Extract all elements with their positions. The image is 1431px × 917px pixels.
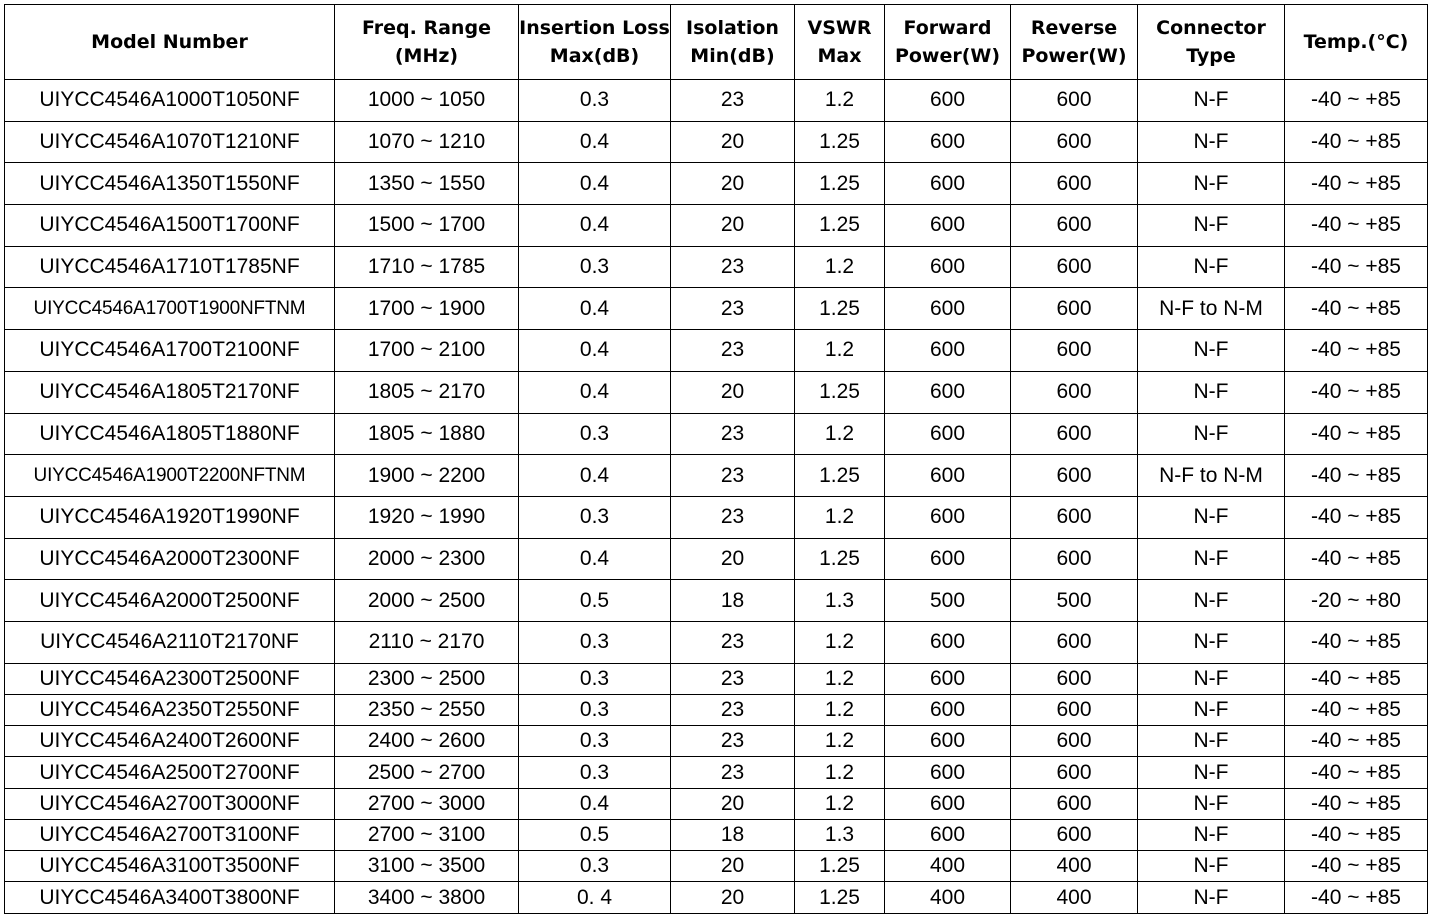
cell-vswr: 1.2 [795, 246, 885, 288]
cell-temperature: -20 ~ +80 [1285, 580, 1428, 622]
table-row [5, 330, 1428, 372]
cell-freq-range: 2500 ~ 2700 [335, 757, 519, 788]
cell-model-number: UIYCC4546A2110T2170NF [5, 621, 335, 663]
cell-insertion-loss: 0.4 [519, 121, 671, 163]
spec-table [4, 4, 1428, 914]
cell-vswr: 1.2 [795, 694, 885, 725]
cell-temperature: -40 ~ +85 [1285, 726, 1428, 757]
header-isolation: Isolation Min(dB) [671, 5, 795, 80]
cell-isolation: 20 [671, 163, 795, 205]
cell-temperature: -40 ~ +85 [1285, 121, 1428, 163]
cell-freq-range: 1500 ~ 1700 [335, 205, 519, 247]
cell-temperature: -40 ~ +85 [1285, 851, 1428, 882]
cell-isolation: 23 [671, 246, 795, 288]
cell-reverse-power: 600 [1011, 663, 1138, 694]
cell-model-number: UIYCC4546A2300T2500NF [5, 663, 335, 694]
cell-connector-type: N-F [1138, 726, 1285, 757]
cell-connector-type: N-F [1138, 163, 1285, 205]
cell-model-number: UIYCC4546A1805T1880NF [5, 413, 335, 455]
cell-vswr: 1.25 [795, 882, 885, 914]
cell-temperature: -40 ~ +85 [1285, 288, 1428, 330]
cell-temperature: -40 ~ +85 [1285, 757, 1428, 788]
cell-model-number: UIYCC4546A3100T3500NF [5, 851, 335, 882]
cell-vswr: 1.2 [795, 621, 885, 663]
cell-insertion-loss: 0.5 [519, 819, 671, 850]
cell-reverse-power: 600 [1011, 288, 1138, 330]
cell-model-number: UIYCC4546A2400T2600NF [5, 726, 335, 757]
header-insertion-loss: Insertion Loss Max(dB) [519, 5, 671, 80]
cell-model-number: UIYCC4546A1350T1550NF [5, 163, 335, 205]
cell-freq-range: 2000 ~ 2500 [335, 580, 519, 622]
cell-connector-type: N-F [1138, 330, 1285, 372]
table-row [5, 496, 1428, 538]
cell-reverse-power: 600 [1011, 788, 1138, 819]
cell-insertion-loss: 0.3 [519, 726, 671, 757]
cell-forward-power: 600 [885, 663, 1011, 694]
cell-connector-type: N-F [1138, 580, 1285, 622]
cell-vswr: 1.25 [795, 163, 885, 205]
cell-reverse-power: 600 [1011, 694, 1138, 725]
cell-freq-range: 1350 ~ 1550 [335, 163, 519, 205]
cell-isolation: 20 [671, 538, 795, 580]
cell-reverse-power: 600 [1011, 121, 1138, 163]
cell-reverse-power: 400 [1011, 851, 1138, 882]
cell-isolation: 23 [671, 496, 795, 538]
cell-forward-power: 600 [885, 121, 1011, 163]
cell-forward-power: 600 [885, 330, 1011, 372]
cell-forward-power: 600 [885, 205, 1011, 247]
cell-freq-range: 2110 ~ 2170 [335, 621, 519, 663]
cell-reverse-power: 600 [1011, 819, 1138, 850]
cell-model-number: UIYCC4546A1920T1990NF [5, 496, 335, 538]
cell-connector-type: N-F [1138, 788, 1285, 819]
cell-temperature: -40 ~ +85 [1285, 246, 1428, 288]
cell-insertion-loss: 0.3 [519, 80, 671, 122]
cell-forward-power: 600 [885, 413, 1011, 455]
cell-model-number: UIYCC4546A1805T2170NF [5, 371, 335, 413]
cell-reverse-power: 600 [1011, 726, 1138, 757]
cell-forward-power: 500 [885, 580, 1011, 622]
table-row [5, 726, 1428, 757]
cell-vswr: 1.2 [795, 330, 885, 372]
cell-vswr: 1.2 [795, 663, 885, 694]
cell-model-number: UIYCC4546A1700T2100NF [5, 330, 335, 372]
cell-isolation: 18 [671, 819, 795, 850]
cell-isolation: 20 [671, 205, 795, 247]
cell-model-number: UIYCC4546A2700T3000NF [5, 788, 335, 819]
cell-forward-power: 600 [885, 163, 1011, 205]
cell-forward-power: 600 [885, 621, 1011, 663]
cell-freq-range: 2700 ~ 3000 [335, 788, 519, 819]
cell-temperature: -40 ~ +85 [1285, 205, 1428, 247]
cell-isolation: 23 [671, 663, 795, 694]
cell-reverse-power: 600 [1011, 371, 1138, 413]
table-row [5, 819, 1428, 850]
cell-freq-range: 1700 ~ 1900 [335, 288, 519, 330]
cell-reverse-power: 600 [1011, 757, 1138, 788]
cell-model-number: UIYCC4546A1700T1900NFTNM [5, 288, 335, 330]
cell-isolation: 23 [671, 330, 795, 372]
table-row [5, 163, 1428, 205]
cell-connector-type: N-F [1138, 80, 1285, 122]
cell-temperature: -40 ~ +85 [1285, 621, 1428, 663]
cell-insertion-loss: 0.4 [519, 455, 671, 497]
cell-connector-type: N-F to N-M [1138, 288, 1285, 330]
cell-forward-power: 600 [885, 246, 1011, 288]
cell-temperature: -40 ~ +85 [1285, 694, 1428, 725]
cell-model-number: UIYCC4546A1000T1050NF [5, 80, 335, 122]
cell-insertion-loss: 0.4 [519, 330, 671, 372]
cell-freq-range: 1805 ~ 1880 [335, 413, 519, 455]
table-row [5, 538, 1428, 580]
cell-isolation: 23 [671, 455, 795, 497]
cell-temperature: -40 ~ +85 [1285, 163, 1428, 205]
cell-freq-range: 2700 ~ 3100 [335, 819, 519, 850]
cell-insertion-loss: 0. 4 [519, 882, 671, 914]
table-row [5, 455, 1428, 497]
cell-connector-type: N-F [1138, 413, 1285, 455]
cell-connector-type: N-F [1138, 663, 1285, 694]
cell-vswr: 1.25 [795, 371, 885, 413]
header-vswr: VSWR Max [795, 5, 885, 80]
cell-isolation: 20 [671, 788, 795, 819]
header-model-number: Model Number [5, 5, 335, 80]
cell-insertion-loss: 0.3 [519, 663, 671, 694]
cell-forward-power: 600 [885, 455, 1011, 497]
cell-isolation: 20 [671, 371, 795, 413]
cell-freq-range: 3100 ~ 3500 [335, 851, 519, 882]
cell-reverse-power: 600 [1011, 496, 1138, 538]
cell-reverse-power: 600 [1011, 330, 1138, 372]
table-row [5, 580, 1428, 622]
cell-freq-range: 1700 ~ 2100 [335, 330, 519, 372]
cell-insertion-loss: 0.4 [519, 371, 671, 413]
cell-freq-range: 2350 ~ 2550 [335, 694, 519, 725]
cell-reverse-power: 600 [1011, 621, 1138, 663]
cell-insertion-loss: 0.4 [519, 288, 671, 330]
cell-temperature: -40 ~ +85 [1285, 788, 1428, 819]
cell-isolation: 20 [671, 851, 795, 882]
cell-freq-range: 1900 ~ 2200 [335, 455, 519, 497]
cell-forward-power: 600 [885, 288, 1011, 330]
cell-insertion-loss: 0.3 [519, 621, 671, 663]
cell-isolation: 20 [671, 121, 795, 163]
table-row [5, 851, 1428, 882]
cell-insertion-loss: 0.3 [519, 246, 671, 288]
table-row [5, 694, 1428, 725]
cell-reverse-power: 600 [1011, 538, 1138, 580]
header-freq-range: Freq. Range (MHz) [335, 5, 519, 80]
cell-forward-power: 600 [885, 496, 1011, 538]
cell-insertion-loss: 0.4 [519, 538, 671, 580]
cell-forward-power: 600 [885, 694, 1011, 725]
cell-vswr: 1.2 [795, 757, 885, 788]
header-reverse-power: Reverse Power(W) [1011, 5, 1138, 80]
header-forward-power: Forward Power(W) [885, 5, 1011, 80]
table-row [5, 246, 1428, 288]
table-row [5, 757, 1428, 788]
cell-forward-power: 600 [885, 757, 1011, 788]
cell-vswr: 1.2 [795, 788, 885, 819]
cell-insertion-loss: 0.3 [519, 851, 671, 882]
cell-temperature: -40 ~ +85 [1285, 538, 1428, 580]
cell-insertion-loss: 0.3 [519, 694, 671, 725]
cell-temperature: -40 ~ +85 [1285, 413, 1428, 455]
cell-model-number: UIYCC4546A2000T2500NF [5, 580, 335, 622]
table-row [5, 80, 1428, 122]
cell-forward-power: 400 [885, 882, 1011, 914]
cell-model-number: UIYCC4546A1900T2200NFTNM [5, 455, 335, 497]
cell-isolation: 23 [671, 621, 795, 663]
cell-vswr: 1.2 [795, 726, 885, 757]
cell-reverse-power: 600 [1011, 163, 1138, 205]
cell-connector-type: N-F [1138, 246, 1285, 288]
cell-isolation: 23 [671, 413, 795, 455]
cell-freq-range: 2400 ~ 2600 [335, 726, 519, 757]
cell-isolation: 23 [671, 757, 795, 788]
cell-vswr: 1.25 [795, 538, 885, 580]
cell-insertion-loss: 0.5 [519, 580, 671, 622]
cell-connector-type: N-F [1138, 371, 1285, 413]
cell-freq-range: 1000 ~ 1050 [335, 80, 519, 122]
cell-connector-type: N-F [1138, 121, 1285, 163]
cell-connector-type: N-F [1138, 538, 1285, 580]
cell-freq-range: 2300 ~ 2500 [335, 663, 519, 694]
cell-vswr: 1.2 [795, 496, 885, 538]
cell-isolation: 23 [671, 726, 795, 757]
table-body [5, 80, 1428, 914]
cell-freq-range: 1710 ~ 1785 [335, 246, 519, 288]
cell-insertion-loss: 0.3 [519, 496, 671, 538]
table-row [5, 663, 1428, 694]
table-row [5, 205, 1428, 247]
cell-reverse-power: 600 [1011, 80, 1138, 122]
cell-temperature: -40 ~ +85 [1285, 663, 1428, 694]
cell-forward-power: 600 [885, 538, 1011, 580]
cell-insertion-loss: 0.4 [519, 788, 671, 819]
table-row [5, 288, 1428, 330]
cell-model-number: UIYCC4546A3400T3800NF [5, 882, 335, 914]
cell-model-number: UIYCC4546A2500T2700NF [5, 757, 335, 788]
cell-isolation: 23 [671, 288, 795, 330]
cell-isolation: 23 [671, 694, 795, 725]
cell-vswr: 1.25 [795, 205, 885, 247]
cell-model-number: UIYCC4546A2000T2300NF [5, 538, 335, 580]
cell-model-number: UIYCC4546A2700T3100NF [5, 819, 335, 850]
cell-freq-range: 1805 ~ 2170 [335, 371, 519, 413]
cell-connector-type: N-F [1138, 205, 1285, 247]
table-row [5, 413, 1428, 455]
cell-connector-type: N-F [1138, 694, 1285, 725]
table-row [5, 621, 1428, 663]
cell-freq-range: 1070 ~ 1210 [335, 121, 519, 163]
cell-vswr: 1.25 [795, 455, 885, 497]
cell-reverse-power: 600 [1011, 455, 1138, 497]
header-connector-type: Connector Type [1138, 5, 1285, 80]
cell-connector-type: N-F [1138, 819, 1285, 850]
cell-isolation: 18 [671, 580, 795, 622]
cell-forward-power: 600 [885, 80, 1011, 122]
cell-freq-range: 2000 ~ 2300 [335, 538, 519, 580]
cell-forward-power: 600 [885, 819, 1011, 850]
header-row [5, 5, 1428, 80]
cell-insertion-loss: 0.4 [519, 205, 671, 247]
cell-forward-power: 600 [885, 726, 1011, 757]
header-temperature: Temp.(°C) [1285, 5, 1428, 80]
table-row [5, 788, 1428, 819]
cell-insertion-loss: 0.3 [519, 413, 671, 455]
cell-forward-power: 600 [885, 788, 1011, 819]
table-row [5, 371, 1428, 413]
cell-temperature: -40 ~ +85 [1285, 371, 1428, 413]
cell-vswr: 1.3 [795, 819, 885, 850]
cell-model-number: UIYCC4546A1500T1700NF [5, 205, 335, 247]
cell-connector-type: N-F to N-M [1138, 455, 1285, 497]
cell-vswr: 1.25 [795, 851, 885, 882]
cell-vswr: 1.2 [795, 80, 885, 122]
cell-reverse-power: 600 [1011, 205, 1138, 247]
cell-vswr: 1.2 [795, 413, 885, 455]
cell-vswr: 1.25 [795, 288, 885, 330]
cell-model-number: UIYCC4546A1710T1785NF [5, 246, 335, 288]
cell-temperature: -40 ~ +85 [1285, 819, 1428, 850]
cell-connector-type: N-F [1138, 851, 1285, 882]
cell-reverse-power: 500 [1011, 580, 1138, 622]
cell-connector-type: N-F [1138, 882, 1285, 914]
cell-freq-range: 3400 ~ 3800 [335, 882, 519, 914]
cell-model-number: UIYCC4546A2350T2550NF [5, 694, 335, 725]
table-row [5, 121, 1428, 163]
cell-connector-type: N-F [1138, 757, 1285, 788]
cell-forward-power: 400 [885, 851, 1011, 882]
cell-temperature: -40 ~ +85 [1285, 455, 1428, 497]
cell-reverse-power: 400 [1011, 882, 1138, 914]
cell-forward-power: 600 [885, 371, 1011, 413]
cell-connector-type: N-F [1138, 496, 1285, 538]
cell-temperature: -40 ~ +85 [1285, 330, 1428, 372]
cell-freq-range: 1920 ~ 1990 [335, 496, 519, 538]
cell-vswr: 1.25 [795, 121, 885, 163]
cell-temperature: -40 ~ +85 [1285, 882, 1428, 914]
cell-temperature: -40 ~ +85 [1285, 80, 1428, 122]
cell-vswr: 1.3 [795, 580, 885, 622]
cell-reverse-power: 600 [1011, 413, 1138, 455]
cell-model-number: UIYCC4546A1070T1210NF [5, 121, 335, 163]
table-row [5, 882, 1428, 914]
cell-connector-type: N-F [1138, 621, 1285, 663]
cell-isolation: 20 [671, 882, 795, 914]
cell-reverse-power: 600 [1011, 246, 1138, 288]
cell-insertion-loss: 0.3 [519, 757, 671, 788]
cell-insertion-loss: 0.4 [519, 163, 671, 205]
cell-isolation: 23 [671, 80, 795, 122]
cell-temperature: -40 ~ +85 [1285, 496, 1428, 538]
